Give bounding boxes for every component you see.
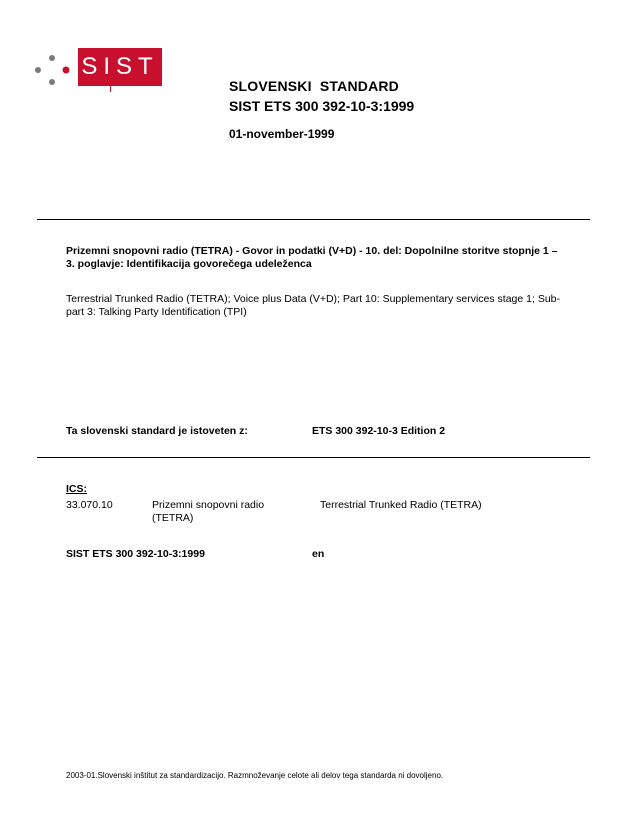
title-english: Terrestrial Trunked Radio (TETRA); Voice plus Data (V+D); Part 10: Supplementary services stage 1; Sub-part 3: Talking Party Identification (TPI) [66, 293, 560, 318]
logo-dots-icon [30, 52, 72, 88]
sist-logo: SIST [78, 48, 162, 86]
document-language: en [312, 548, 325, 560]
logo-divider [110, 86, 111, 92]
ics-name-slovenian: Prizemni snopovni radio (TETRA) [152, 499, 265, 524]
middle-rule [37, 457, 590, 458]
ics-code: 33.070.10 [66, 499, 113, 511]
footer-notice: 2003-01.Slovenski inštitut za standardizacijo. Razmnoževanje celote ali delov tega standarda ni dovoljeno. [66, 771, 444, 780]
standard-code: SIST ETS 300 392-10-3:1999 [229, 98, 415, 114]
document-id: SIST ETS 300 392-10-3:1999 [66, 548, 205, 560]
identity-label: Ta slovenski standard je istoveten z: [66, 425, 248, 437]
ics-label: ICS: [66, 483, 87, 495]
top-rule [37, 219, 590, 220]
ics-name-english: Terrestrial Trunked Radio (TETRA) [320, 499, 482, 511]
standard-kind: SLOVENSKI STANDARD [229, 78, 399, 94]
standard-date: 01-november-1999 [229, 127, 335, 141]
identity-value: ETS 300 392-10-3 Edition 2 [312, 425, 446, 437]
title-slovenian: Prizemni snopovni radio (TETRA) - Govor in podatki (V+D) - 10. del: Dopolnilne storitve stopnje 1 – 3. poglavje: Identifikacija govorečega udeleženca [66, 245, 558, 270]
